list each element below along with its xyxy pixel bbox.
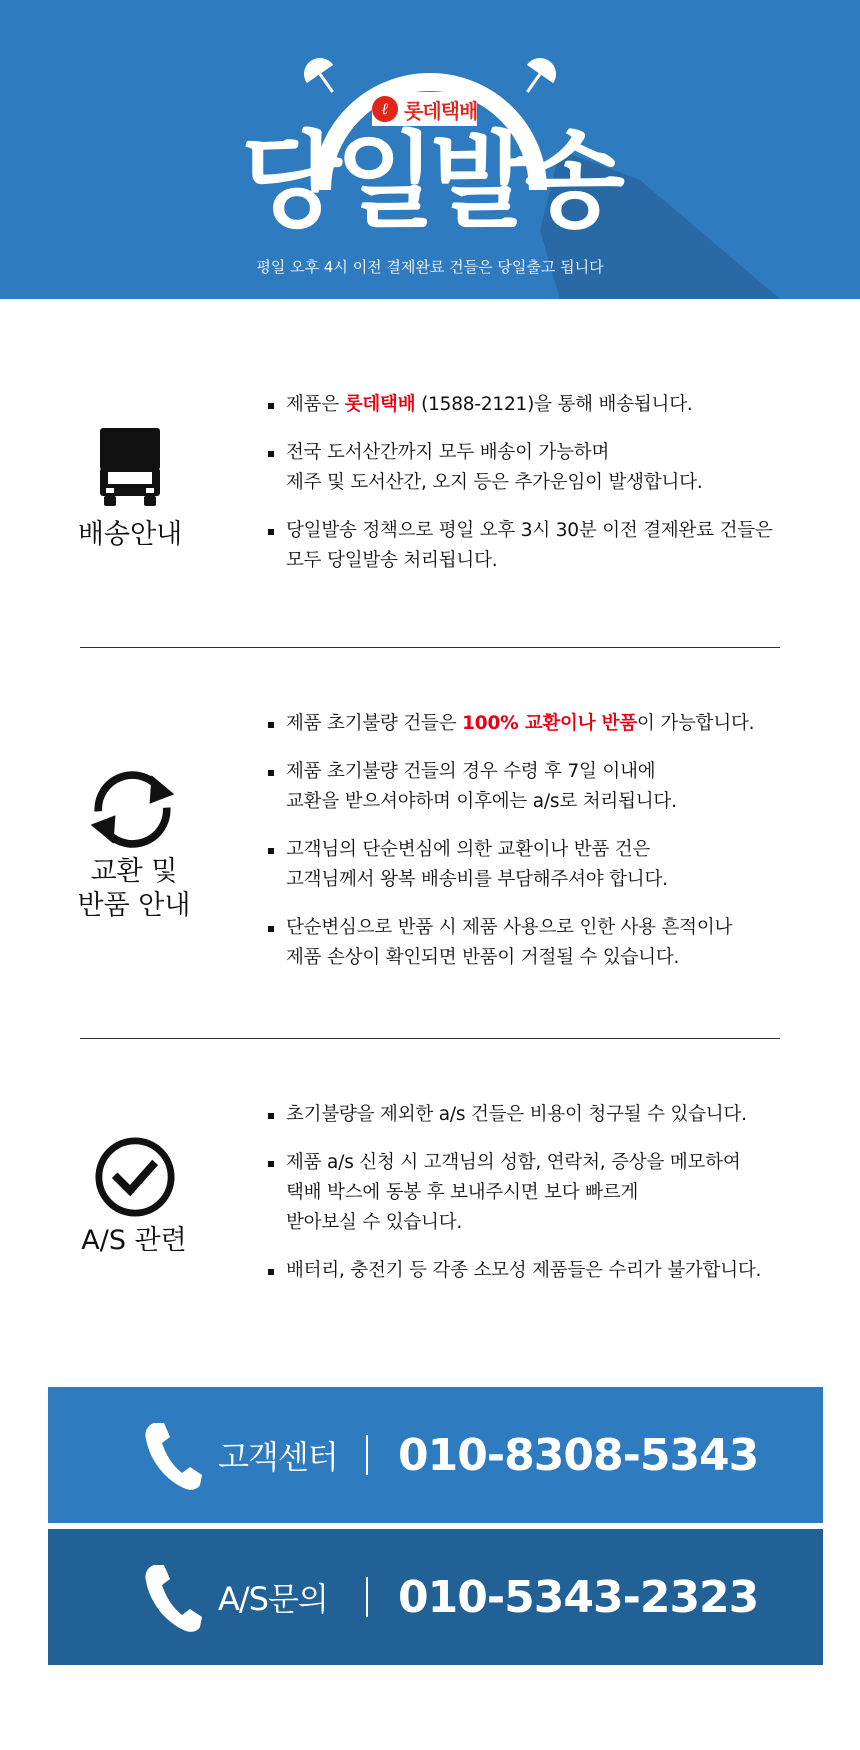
contact-label: 고객센터	[218, 1438, 338, 1476]
list-item: 단순변심으로 반품 시 제품 사용으로 인한 사용 흔적이나 제품 손상이 확인되면 반품이 거절될 수 있습니다.	[268, 913, 754, 973]
list-item: 제품 초기불량 건들은 100% 교환이나 반품이 가능합니다.	[268, 709, 754, 739]
check-circle-icon	[94, 1136, 176, 1218]
phone-icon	[144, 1419, 204, 1491]
section-label-line2: 반품 안내	[77, 890, 191, 921]
list-item: 고객님의 단순변심에 의한 교환이나 반품 건은 고객님께서 왕복 배송비를 부담해주셔야 합니다.	[268, 835, 754, 895]
lotte-logo-icon: ℓ	[372, 96, 398, 122]
delivery-bullet-list	[268, 390, 773, 594]
contact-separator	[366, 1435, 368, 1475]
as-inquiry-bar[interactable]	[48, 1529, 823, 1665]
list-item: 전국 도서산간까지 모두 배송이 가능하며 제주 및 도서산간, 오지 등은 추가운임이 발생합니다.	[268, 438, 773, 498]
customer-center-phone-number[interactable]: 010-8308-5343	[398, 1429, 759, 1481]
exchange-arrows-icon	[85, 762, 180, 857]
list-item: 제품 초기불량 건들의 경우 수령 후 7일 이내에 교환을 받으셔야하며 이후에는 a/s로 처리됩니다.	[268, 757, 754, 817]
truck-icon	[98, 428, 162, 508]
hero-title: 당일발송	[241, 120, 619, 242]
list-item: 제품 a/s 신청 시 고객님의 성함, 연락처, 증상을 메모하여 택배 박스에 동봉 후 보내주시면 보다 빠르게 받아보실 수 있습니다.	[268, 1148, 761, 1238]
contact-separator	[366, 1577, 368, 1617]
contact-label: A/S문의	[218, 1580, 328, 1618]
customer-center-bar[interactable]	[48, 1387, 823, 1523]
as-bullet-list	[268, 1100, 761, 1304]
list-item: 초기불량을 제외한 a/s 건들은 비용이 청구될 수 있습니다.	[268, 1100, 761, 1130]
hero-banner	[0, 0, 860, 299]
brand-name: 롯데택배	[404, 98, 478, 123]
section-exchange-return	[0, 709, 860, 969]
section-label-line1: 교환 및	[90, 856, 178, 887]
section-delivery	[0, 390, 860, 590]
phone-icon	[144, 1561, 204, 1633]
list-item: 배터리, 충전기 등 각종 소모성 제품들은 수리가 불가합니다.	[268, 1256, 761, 1286]
list-item: 당일발송 정책으로 평일 오후 3시 30분 이전 결제완료 건들은 모두 당일발송 처리됩니다.	[268, 516, 773, 576]
section-after-service	[0, 1100, 860, 1300]
section-divider	[80, 647, 780, 648]
hero-subtitle: 평일 오후 4시 이전 결제완료 건들은 당일출고 됩니다	[256, 258, 604, 276]
exchange-bullet-list	[268, 709, 754, 991]
as-inquiry-phone-number[interactable]: 010-5343-2323	[398, 1571, 759, 1623]
section-label-exchange	[44, 855, 224, 923]
section-label-delivery: 배송안내	[77, 519, 183, 550]
section-label-as: A/S 관련	[81, 1225, 187, 1256]
section-divider	[80, 1038, 780, 1039]
list-item: 제품은 롯데택배 (1588-2121)을 통해 배송됩니다.	[268, 390, 773, 420]
